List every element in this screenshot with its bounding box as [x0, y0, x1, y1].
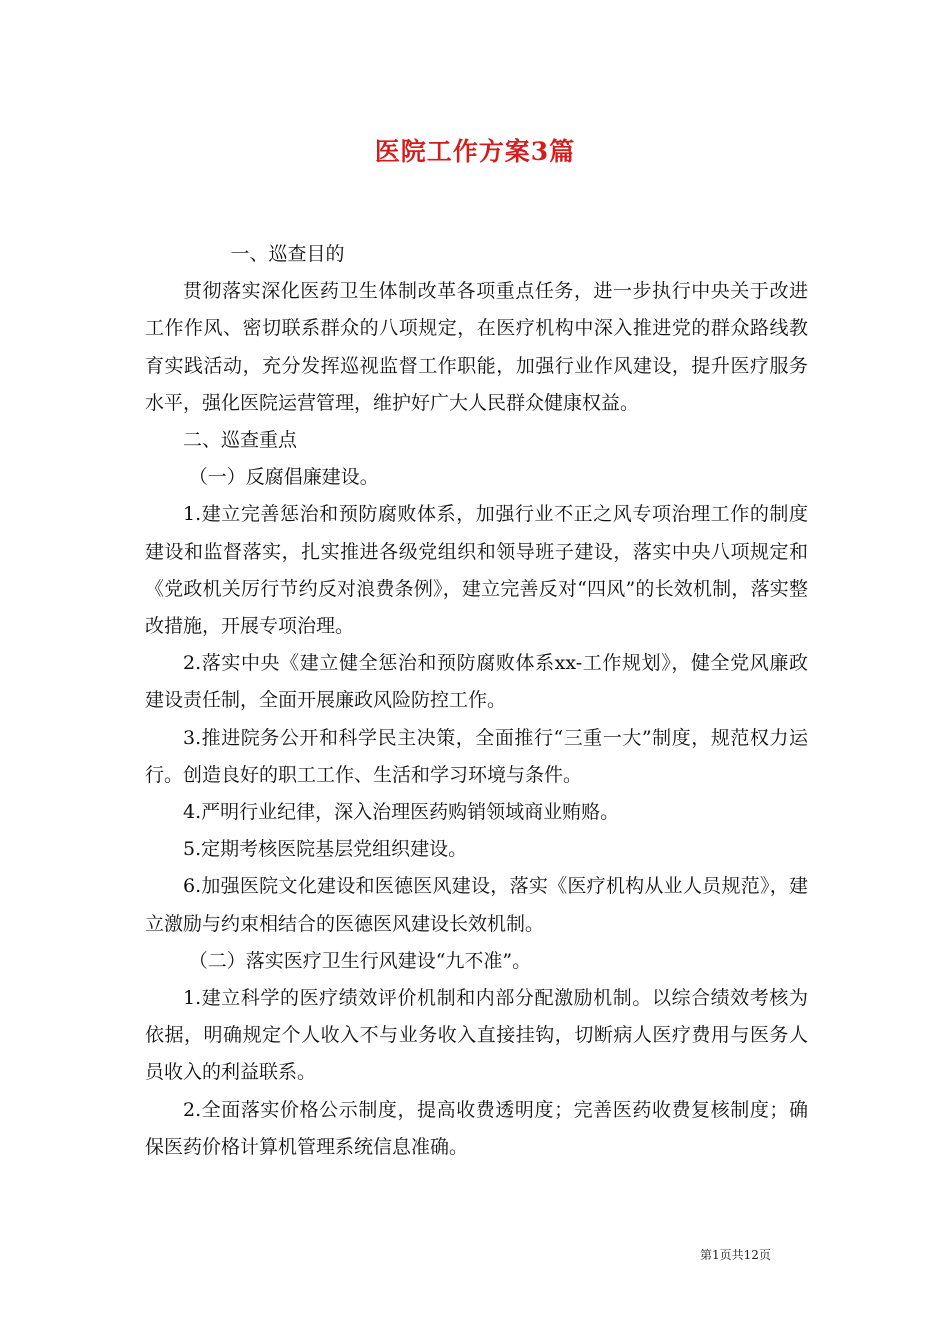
paragraph: 5.定期考核医院基层党组织建设。: [183, 838, 468, 861]
document-body: [145, 236, 808, 1166]
paragraph: 3.推进院务公开和科学民主决策，全面推行“三重一大”制度，规范权力运行。创造良好的职工工作、生活和学习环境与条件。: [145, 726, 808, 786]
paragraph: 4.严明行业纪律，深入治理医药购销领域商业贿赂。: [183, 801, 620, 824]
page-number-footer: 第1页共12页: [700, 1248, 771, 1262]
subsection-heading: （二）落实医疗卫生行风建设“九不准”。: [188, 949, 532, 972]
section-heading: 一、巡查目的: [230, 243, 345, 265]
paragraph: 1.建立完善惩治和预防腐败体系，加强行业不正之风专项治理工作的制度建设和监督落实，扎实推进各级党组织和领导班子建设，落实中央八项规定和《党政机关厉行节约反对浪费条例》，建立完善反对“四风”的长效机制，落实整改措施，开展专项治理。: [145, 503, 808, 638]
document-title: 医院工作方案3篇: [374, 137, 576, 166]
paragraph: 贯彻落实深化医药卫生体制改革各项重点任务，进一步执行中央关于改进工作作风、密切联系群众的八项规定，在医疗机构中深入推进党的群众路线教育实践活动，充分发挥巡视监督工作职能，加强行业作风建设，提升医疗服务水平，强化医院运营管理，维护好广大人民群众健康权益。: [145, 280, 808, 414]
paragraph: 2.落实中央《建立健全惩治和预防腐败体系xx-工作规划》，健全党风廉政建设责任制，全面开展廉政风险防控工作。: [145, 652, 808, 712]
paragraph: 1.建立科学的医疗绩效评价机制和内部分配激励机制。以综合绩效考核为依据，明确规定个人收入不与业务收入直接挂钩，切断病人医疗费用与医务人员收入的利益联系。: [145, 987, 808, 1084]
paragraph: 6.加强医院文化建设和医德医风建设，落实《医疗机构从业人员规范》，建立激励与约束相结合的医德医风建设长效机制。: [145, 875, 808, 935]
paragraph: 2.全面落实价格公示制度，提高收费透明度；完善医药收费复核制度；确保医药价格计算机管理系统信息准确。: [145, 1098, 808, 1158]
section-heading: 二、巡查重点: [183, 429, 298, 452]
subsection-heading: （一）反腐倡廉建设。: [188, 466, 379, 489]
